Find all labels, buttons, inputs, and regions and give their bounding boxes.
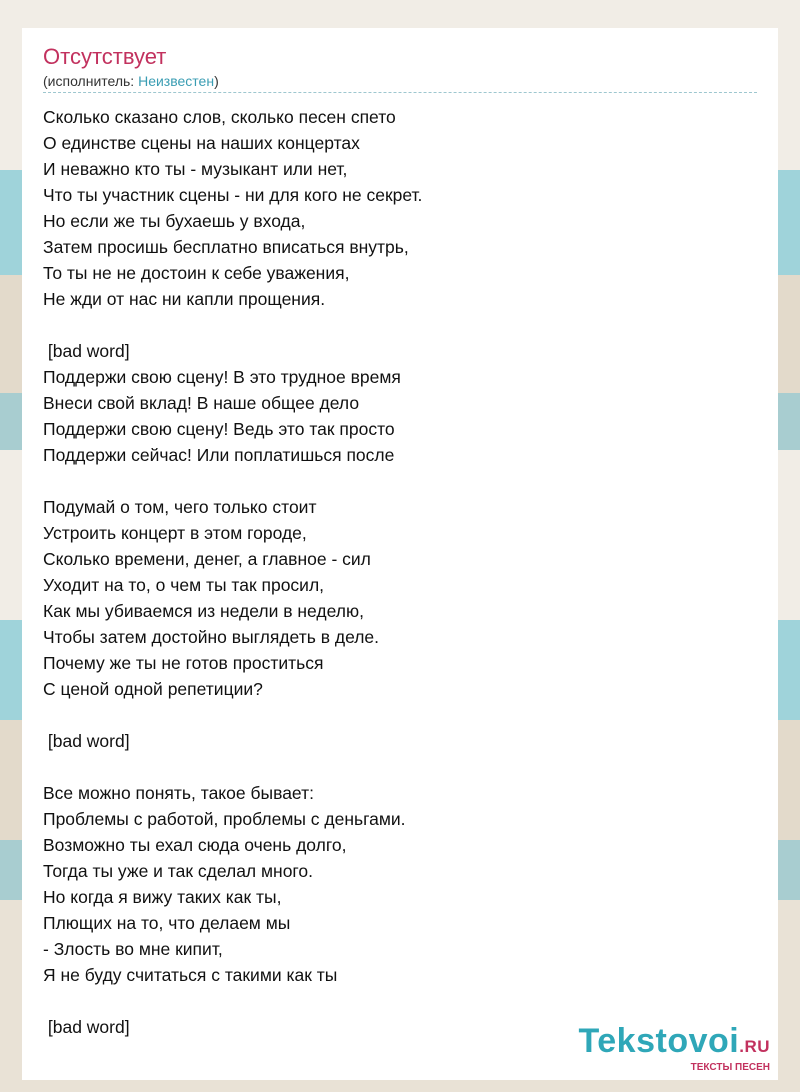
lyric-line: Как мы убиваемся из недели в неделю,	[43, 601, 364, 621]
lyric-line: Плющих на то, что делаем мы	[43, 913, 291, 933]
lyric-line: Сколько времени, денег, а главное - сил	[43, 549, 371, 569]
lyric-line: Я не буду считаться с такими как ты	[43, 965, 338, 985]
artist-link[interactable]: Неизвестен	[138, 73, 215, 89]
artist-line	[43, 73, 219, 89]
lyric-line: Устроить концерт в этом городе,	[43, 523, 307, 543]
lyric-line: Что ты участник сцены - ни для кого не секрет.	[43, 185, 423, 205]
lyric-line: - Злость во мне кипит,	[43, 939, 223, 959]
lyric-line: [bad word]	[43, 341, 130, 361]
lyric-line	[43, 754, 422, 780]
lyric-line: Поддержи сейчас! Или поплатишься после	[43, 445, 395, 465]
lyric-line: Внеси свой вклад! В наше общее дело	[43, 393, 360, 413]
artist-prefix: (исполнитель:	[43, 73, 139, 89]
lyric-line: Возможно ты ехал сюда очень долго,	[43, 835, 347, 855]
lyric-line: [bad word]	[43, 1017, 130, 1037]
lyric-line: Поддержи свою сцену! В это трудное время	[43, 367, 401, 387]
lyrics-text	[43, 104, 422, 1040]
lyric-line: Сколько сказано слов, сколько песен спето	[43, 107, 396, 127]
lyric-line	[43, 988, 422, 1014]
lyric-line	[43, 702, 422, 728]
lyric-line: Все можно понять, такое бывает:	[43, 783, 314, 803]
lyric-line: Не жди от нас ни капли прощения.	[43, 289, 326, 309]
song-title: Отсутствует	[43, 44, 167, 69]
logo-tld: .RU	[739, 1037, 770, 1056]
lyric-line: Подумай о том, чего только стоит	[43, 497, 317, 517]
lyric-line	[43, 468, 422, 494]
lyric-line: Но если же ты бухаешь у входа,	[43, 211, 306, 231]
logo-name: Tekstovoi	[578, 1022, 740, 1060]
lyric-line: Тогда ты уже и так сделал много.	[43, 861, 314, 881]
artist-suffix: )	[214, 73, 219, 89]
lyric-line: Проблемы с работой, проблемы с деньгами.	[43, 809, 406, 829]
lyric-line: Но когда я вижу таких как ты,	[43, 887, 282, 907]
lyric-line: С ценой одной репетиции?	[43, 679, 263, 699]
site-logo[interactable]	[579, 1024, 770, 1073]
lyric-line	[43, 312, 422, 338]
lyric-line: [bad word]	[43, 731, 130, 751]
lyric-line: И неважно кто ты - музыкант или нет,	[43, 159, 348, 179]
divider	[43, 92, 757, 93]
lyric-line: То ты не не достоин к себе уважения,	[43, 263, 350, 283]
logo-tagline: ТЕКСТЫ ПЕСЕН	[690, 1062, 770, 1073]
lyric-line: Затем просишь бесплатно вписаться внутрь,	[43, 237, 409, 257]
lyrics-card	[22, 28, 778, 1080]
lyric-line: Чтобы затем достойно выглядеть в деле.	[43, 627, 380, 647]
lyric-line: Почему же ты не готов проститься	[43, 653, 324, 673]
lyric-line: О единстве сцены на наших концертах	[43, 133, 360, 153]
lyric-line: Поддержи свою сцену! Ведь это так просто	[43, 419, 395, 439]
lyric-line: Уходит на то, о чем ты так просил,	[43, 575, 325, 595]
